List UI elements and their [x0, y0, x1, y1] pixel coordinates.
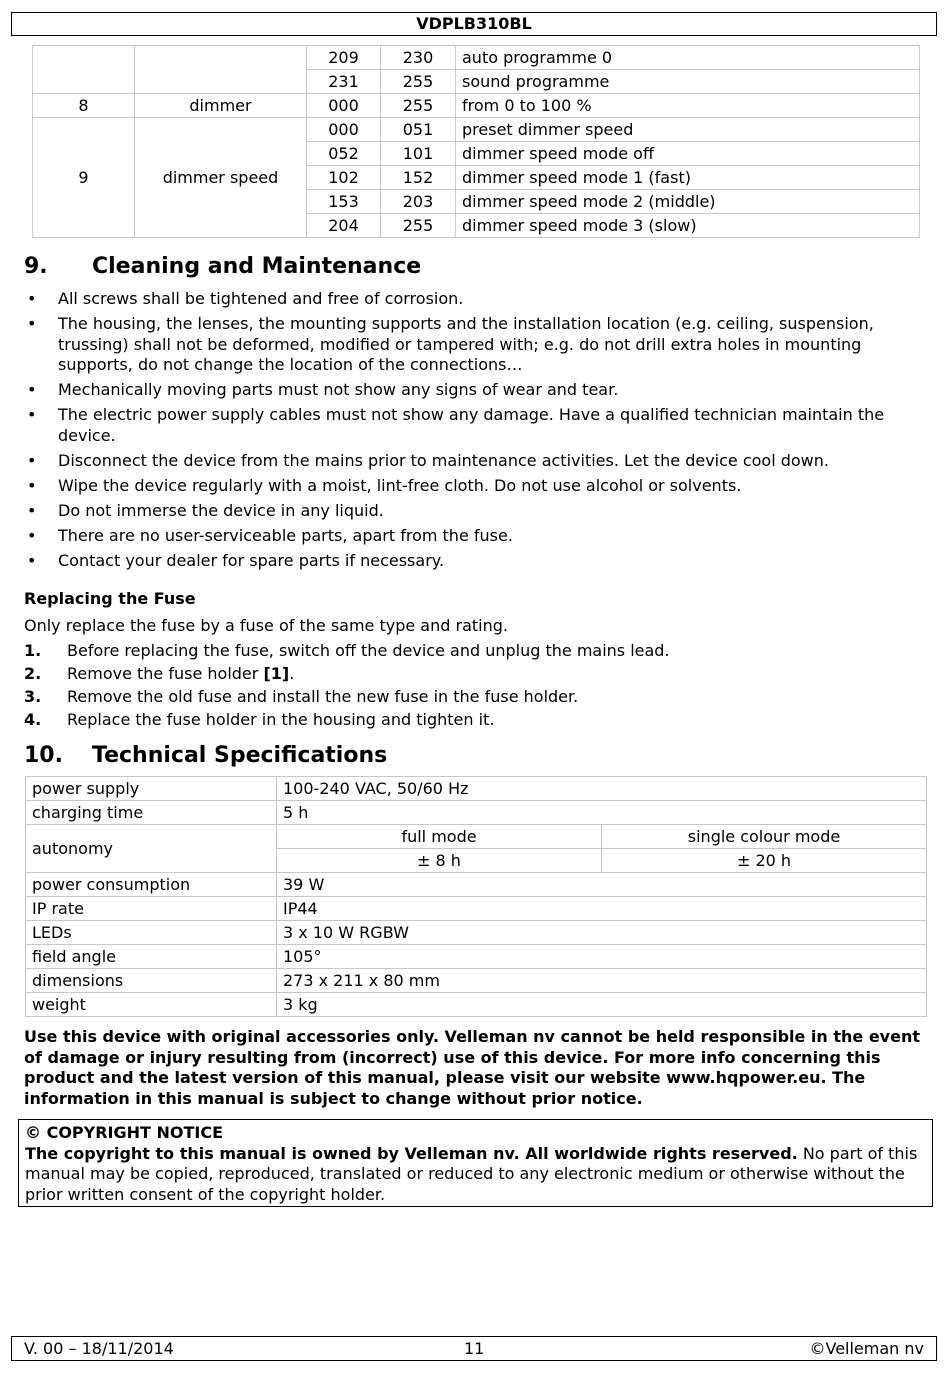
page-footer [11, 1336, 937, 1361]
table-row [33, 94, 920, 118]
table-row [26, 945, 927, 969]
fuse-heading: Replacing the Fuse [24, 589, 196, 608]
list-item: • Mechanically moving parts must not show any signs of wear and tear. [24, 380, 929, 401]
value-to: 152 [381, 166, 456, 190]
page-number: 11 [464, 1339, 485, 1358]
spec-label: weight [26, 993, 277, 1017]
section-title: Technical Specifications [92, 743, 388, 768]
table-row [26, 801, 927, 825]
channel-cell: 9 [33, 118, 135, 238]
step-text: Remove the fuse holder [67, 664, 264, 683]
list-item: • Disconnect the device from the mains prior to maintenance activities. Let the device cool down. [24, 451, 929, 472]
table-row [26, 921, 927, 945]
table-row [26, 825, 927, 849]
function-cell [135, 46, 307, 94]
spec-label: autonomy [26, 825, 277, 873]
spec-value: 39 W [277, 873, 927, 897]
description-cell: from 0 to 100 % [456, 94, 920, 118]
value-from: 052 [307, 142, 381, 166]
table-row [33, 46, 920, 70]
spec-value: ± 20 h [602, 849, 927, 873]
product-code: VDPLB310BL [416, 14, 532, 33]
document-header [11, 12, 937, 36]
step-text: . [289, 664, 295, 683]
list-item [24, 708, 670, 731]
value-to: 051 [381, 118, 456, 142]
table-row [26, 969, 927, 993]
section-number: 10. [24, 743, 63, 768]
fuse-steps [24, 639, 670, 731]
maintenance-list [24, 289, 929, 576]
step-number: 1. [24, 641, 42, 660]
version-date: V. 00 – 18/11/2014 [24, 1339, 174, 1358]
dmx-channel-table [32, 45, 920, 238]
spec-value: 3 kg [277, 993, 927, 1017]
list-item: • Contact your dealer for spare parts if necessary. [24, 551, 929, 572]
spec-value: 105° [277, 945, 927, 969]
list-item: • The electric power supply cables must not show any damage. Have a qualified technician maintain the device. [24, 405, 929, 446]
section-number: 9. [24, 254, 48, 279]
step-text: Before replacing the fuse, switch off the device and unplug the mains lead. [67, 641, 670, 660]
table-row [26, 993, 927, 1017]
section-title: Cleaning and Maintenance [92, 254, 422, 279]
description-cell: dimmer speed mode 2 (middle) [456, 190, 920, 214]
function-cell: dimmer speed [135, 118, 307, 238]
value-from: 000 [307, 118, 381, 142]
copyright-text [25, 1144, 926, 1206]
spec-value: IP44 [277, 897, 927, 921]
list-item: • The housing, the lenses, the mounting supports and the installation location (e.g. ceiling, suspension, trussing) shall not be deformed, modified or tampered with; e.g. do not drill extra holes in mounting supports, do not change the location of the connections… [24, 314, 929, 376]
list-item [24, 639, 670, 662]
value-from: 231 [307, 70, 381, 94]
section-heading-cleaning [24, 254, 421, 280]
spec-value: 100-240 VAC, 50/60 Hz [277, 777, 927, 801]
copyright-box [18, 1119, 933, 1207]
spec-value: 5 h [277, 801, 927, 825]
spec-label: power consumption [26, 873, 277, 897]
autonomy-mode: single colour mode [602, 825, 927, 849]
description-cell: dimmer speed mode 1 (fast) [456, 166, 920, 190]
description-cell: dimmer speed mode off [456, 142, 920, 166]
value-to: 255 [381, 94, 456, 118]
spec-value: 3 x 10 W RGBW [277, 921, 927, 945]
list-item [24, 685, 670, 708]
description-cell: sound programme [456, 70, 920, 94]
value-from: 000 [307, 94, 381, 118]
list-item: • Wipe the device regularly with a moist, lint-free cloth. Do not use alcohol or solvents. [24, 476, 929, 497]
value-to: 255 [381, 214, 456, 238]
step-number: 2. [24, 664, 42, 683]
autonomy-mode: full mode [277, 825, 602, 849]
table-row [26, 897, 927, 921]
figure-reference: [1] [263, 664, 290, 683]
step-text: Replace the fuse holder in the housing and tighten it. [67, 710, 495, 729]
value-to: 230 [381, 46, 456, 70]
description-cell: auto programme 0 [456, 46, 920, 70]
list-item: • Do not immerse the device in any liquid. [24, 501, 929, 522]
copyright-statement: The copyright to this manual is owned by Velleman nv. All worldwide rights reserved. [25, 1143, 798, 1163]
list-item: • All screws shall be tightened and free of corrosion. [24, 289, 929, 310]
channel-cell [33, 46, 135, 94]
value-to: 101 [381, 142, 456, 166]
copyright-body: No part of this manual may be copied, reproduced, translated or reduced to any electronic medium or otherwise without the prior written consent of the copyright holder. [25, 1143, 918, 1204]
value-from: 102 [307, 166, 381, 190]
channel-cell: 8 [33, 94, 135, 118]
value-from: 153 [307, 190, 381, 214]
function-cell: dimmer [135, 94, 307, 118]
step-number: 4. [24, 710, 42, 729]
copyright-owner: ©Velleman nv [809, 1339, 924, 1358]
step-text: Remove the old fuse and install the new fuse in the fuse holder. [67, 687, 579, 706]
spec-value: 273 x 211 x 80 mm [277, 969, 927, 993]
description-cell: preset dimmer speed [456, 118, 920, 142]
list-item [24, 662, 670, 685]
spec-label: IP rate [26, 897, 277, 921]
list-item: • There are no user-serviceable parts, apart from the fuse. [24, 526, 929, 547]
table-row [33, 118, 920, 142]
spec-label: charging time [26, 801, 277, 825]
value-to: 255 [381, 70, 456, 94]
section-heading-specifications [24, 743, 387, 769]
usage-notice: Use this device with original accessories only. Velleman nv cannot be held responsible in the event of damage or injury resulting from (incorrect) use of this device. For more info concerning this product and the latest version of this manual, please visit our website www.hqpower.eu. The information in this manual is subject to change without prior notice. [24, 1027, 920, 1108]
spec-label: dimensions [26, 969, 277, 993]
value-from: 209 [307, 46, 381, 70]
spec-label: LEDs [26, 921, 277, 945]
fuse-intro: Only replace the fuse by a fuse of the same type and rating. [24, 616, 508, 635]
spec-value: ± 8 h [277, 849, 602, 873]
copyright-heading: © COPYRIGHT NOTICE [25, 1123, 224, 1142]
value-from: 204 [307, 214, 381, 238]
table-row [26, 777, 927, 801]
table-row [26, 873, 927, 897]
description-cell: dimmer speed mode 3 (slow) [456, 214, 920, 238]
specifications-table [25, 776, 927, 1017]
spec-label: power supply [26, 777, 277, 801]
spec-label: field angle [26, 945, 277, 969]
value-to: 203 [381, 190, 456, 214]
step-number: 3. [24, 687, 42, 706]
